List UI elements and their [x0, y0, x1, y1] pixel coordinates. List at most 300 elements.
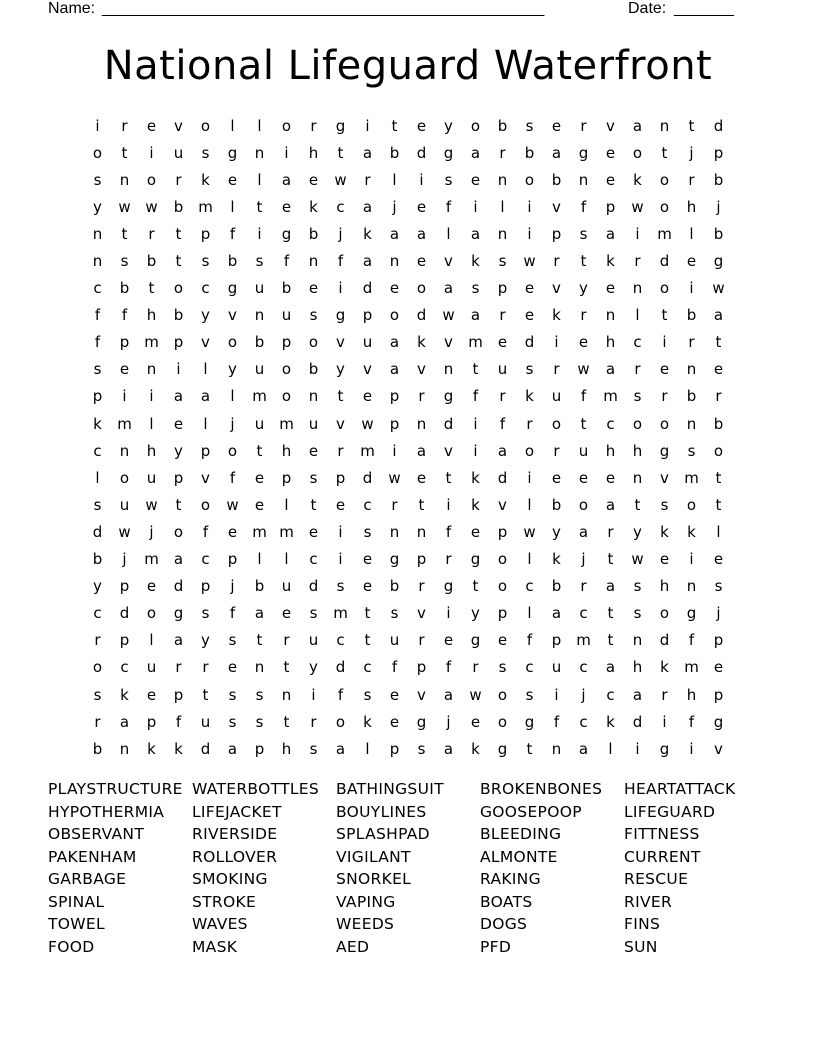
grid-letter[interactable]: i	[419, 170, 424, 189]
grid-letter[interactable]: p	[416, 658, 427, 677]
grid-letter[interactable]: r	[661, 387, 668, 406]
grid-letter[interactable]: f	[526, 631, 533, 650]
grid-letter[interactable]: o	[659, 604, 670, 623]
grid-letter[interactable]: v	[336, 333, 345, 352]
grid-letter[interactable]: s	[93, 170, 102, 189]
grid-letter[interactable]: u	[362, 333, 373, 352]
grid-letter[interactable]: l	[203, 414, 208, 433]
date-field-line[interactable]: _______	[674, 0, 734, 17]
grid-letter[interactable]: h	[281, 441, 292, 460]
grid-letter[interactable]: r	[526, 414, 533, 433]
grid-letter[interactable]: o	[497, 685, 508, 704]
grid-letter[interactable]: o	[281, 360, 292, 379]
grid-letter[interactable]: i	[527, 224, 532, 243]
grid-letter[interactable]: o	[389, 306, 400, 325]
grid-letter[interactable]: b	[173, 197, 184, 216]
grid-letter[interactable]: p	[227, 550, 238, 569]
grid-letter[interactable]: p	[92, 387, 103, 406]
grid-letter[interactable]: y	[336, 360, 345, 379]
grid-letter[interactable]: g	[578, 143, 589, 162]
grid-letter[interactable]: h	[605, 333, 616, 352]
grid-letter[interactable]: p	[362, 306, 373, 325]
grid-letter[interactable]: b	[173, 306, 184, 325]
grid-letter[interactable]: e	[119, 360, 130, 379]
grid-letter[interactable]: a	[254, 604, 265, 623]
grid-letter[interactable]: n	[389, 252, 400, 271]
grid-letter[interactable]: l	[257, 116, 262, 135]
grid-letter[interactable]: h	[281, 739, 292, 758]
grid-letter[interactable]: y	[93, 197, 102, 216]
grid-letter[interactable]: o	[497, 712, 508, 731]
grid-letter[interactable]: n	[254, 143, 265, 162]
grid-letter[interactable]: m	[684, 468, 699, 487]
grid-letter[interactable]: c	[363, 658, 372, 677]
grid-letter[interactable]: l	[257, 170, 262, 189]
grid-letter[interactable]: r	[310, 116, 317, 135]
grid-letter[interactable]: h	[632, 441, 643, 460]
grid-letter[interactable]: t	[202, 685, 209, 704]
grid-letter[interactable]: e	[605, 170, 616, 189]
grid-letter[interactable]: i	[257, 224, 262, 243]
grid-letter[interactable]: h	[146, 441, 157, 460]
grid-letter[interactable]: d	[416, 306, 427, 325]
grid-letter[interactable]: t	[607, 550, 614, 569]
grid-letter[interactable]: o	[227, 441, 238, 460]
grid-letter[interactable]: f	[202, 522, 209, 541]
grid-letter[interactable]: l	[257, 550, 262, 569]
grid-letter[interactable]: k	[93, 414, 102, 433]
grid-letter[interactable]: v	[174, 116, 183, 135]
grid-letter[interactable]: i	[284, 143, 289, 162]
grid-letter[interactable]: o	[524, 170, 535, 189]
grid-letter[interactable]: g	[335, 116, 346, 135]
grid-letter[interactable]: e	[497, 631, 508, 650]
grid-letter[interactable]: j	[581, 685, 586, 704]
grid-letter[interactable]: k	[309, 197, 318, 216]
grid-letter[interactable]: w	[145, 197, 158, 216]
grid-letter[interactable]: e	[362, 550, 373, 569]
grid-letter[interactable]: u	[200, 712, 211, 731]
grid-letter[interactable]: p	[713, 685, 724, 704]
grid-letter[interactable]: y	[579, 279, 588, 298]
grid-letter[interactable]: p	[497, 522, 508, 541]
grid-letter[interactable]: f	[688, 631, 695, 650]
grid-letter[interactable]: t	[715, 333, 722, 352]
grid-letter[interactable]: n	[632, 468, 643, 487]
grid-letter[interactable]: g	[227, 279, 238, 298]
grid-letter[interactable]: l	[635, 306, 640, 325]
grid-letter[interactable]: f	[580, 387, 587, 406]
grid-letter[interactable]: n	[632, 279, 643, 298]
grid-letter[interactable]: c	[606, 685, 615, 704]
grid-letter[interactable]: f	[499, 414, 506, 433]
grid-letter[interactable]: e	[713, 360, 724, 379]
grid-letter[interactable]: s	[201, 252, 210, 271]
grid-letter[interactable]: m	[468, 333, 483, 352]
grid-letter[interactable]: a	[632, 116, 643, 135]
grid-letter[interactable]: e	[173, 414, 184, 433]
grid-letter[interactable]: u	[146, 468, 157, 487]
grid-letter[interactable]: a	[416, 224, 427, 243]
grid-letter[interactable]: g	[443, 143, 454, 162]
grid-letter[interactable]: r	[634, 360, 641, 379]
grid-letter[interactable]: k	[552, 306, 561, 325]
grid-letter[interactable]: e	[578, 333, 589, 352]
grid-letter[interactable]: r	[661, 685, 668, 704]
grid-letter[interactable]: t	[364, 631, 371, 650]
grid-letter[interactable]: k	[471, 252, 480, 271]
grid-letter[interactable]: r	[364, 170, 371, 189]
grid-letter[interactable]: e	[416, 116, 427, 135]
grid-letter[interactable]: p	[200, 441, 211, 460]
grid-letter[interactable]: s	[444, 170, 453, 189]
grid-letter[interactable]: a	[605, 224, 616, 243]
grid-letter[interactable]: p	[551, 224, 562, 243]
grid-letter[interactable]: k	[363, 224, 372, 243]
grid-letter[interactable]: c	[525, 658, 534, 677]
grid-letter[interactable]: a	[713, 306, 724, 325]
grid-letter[interactable]: r	[310, 712, 317, 731]
grid-letter[interactable]: c	[363, 495, 372, 514]
grid-letter[interactable]: o	[659, 414, 670, 433]
grid-letter[interactable]: a	[389, 333, 400, 352]
grid-letter[interactable]: t	[661, 143, 668, 162]
grid-letter[interactable]: e	[335, 495, 346, 514]
grid-letter[interactable]: e	[362, 577, 373, 596]
grid-letter[interactable]: k	[417, 333, 426, 352]
grid-letter[interactable]: k	[606, 252, 615, 271]
grid-letter[interactable]: s	[390, 604, 399, 623]
grid-letter[interactable]: v	[444, 441, 453, 460]
grid-letter[interactable]: l	[230, 116, 235, 135]
grid-letter[interactable]: c	[309, 550, 318, 569]
grid-letter[interactable]: k	[471, 495, 480, 514]
grid-letter[interactable]: t	[472, 360, 479, 379]
grid-letter[interactable]: d	[173, 577, 184, 596]
grid-letter[interactable]: u	[173, 143, 184, 162]
grid-letter[interactable]: i	[149, 143, 154, 162]
grid-letter[interactable]: s	[201, 604, 210, 623]
grid-letter[interactable]: a	[497, 441, 508, 460]
grid-letter[interactable]: m	[252, 387, 267, 406]
grid-letter[interactable]: c	[606, 414, 615, 433]
grid-letter[interactable]: a	[389, 360, 400, 379]
grid-letter[interactable]: s	[633, 577, 642, 596]
grid-letter[interactable]: p	[173, 685, 184, 704]
grid-letter[interactable]: n	[416, 522, 427, 541]
grid-letter[interactable]: p	[713, 631, 724, 650]
grid-letter[interactable]: n	[605, 306, 616, 325]
grid-letter[interactable]: t	[445, 468, 452, 487]
grid-letter[interactable]: b	[146, 252, 157, 271]
grid-letter[interactable]: k	[147, 739, 156, 758]
grid-letter[interactable]: t	[337, 143, 344, 162]
grid-letter[interactable]: o	[200, 495, 211, 514]
grid-letter[interactable]: o	[200, 116, 211, 135]
grid-letter[interactable]: f	[121, 306, 128, 325]
grid-letter[interactable]: t	[175, 224, 182, 243]
grid-letter[interactable]: u	[308, 631, 319, 650]
grid-letter[interactable]: n	[146, 360, 157, 379]
grid-letter[interactable]: t	[715, 468, 722, 487]
grid-letter[interactable]: o	[524, 441, 535, 460]
grid-letter[interactable]: d	[632, 712, 643, 731]
grid-letter[interactable]: r	[499, 306, 506, 325]
grid-letter[interactable]: b	[227, 252, 238, 271]
grid-letter[interactable]: m	[684, 658, 699, 677]
grid-letter[interactable]: r	[418, 387, 425, 406]
grid-letter[interactable]: s	[228, 685, 237, 704]
grid-letter[interactable]: s	[309, 604, 318, 623]
grid-letter[interactable]: t	[337, 387, 344, 406]
grid-letter[interactable]: n	[632, 631, 643, 650]
grid-letter[interactable]: r	[499, 387, 506, 406]
grid-letter[interactable]: t	[391, 116, 398, 135]
grid-letter[interactable]: s	[498, 658, 507, 677]
grid-letter[interactable]: b	[686, 306, 697, 325]
grid-letter[interactable]: p	[335, 468, 346, 487]
grid-letter[interactable]: j	[716, 197, 721, 216]
grid-letter[interactable]: r	[94, 631, 101, 650]
grid-letter[interactable]: b	[713, 224, 724, 243]
grid-letter[interactable]: u	[551, 658, 562, 677]
grid-letter[interactable]: m	[657, 224, 672, 243]
grid-letter[interactable]: j	[122, 550, 127, 569]
grid-letter[interactable]: e	[524, 306, 535, 325]
grid-letter[interactable]: j	[446, 712, 451, 731]
grid-letter[interactable]: t	[526, 739, 533, 758]
grid-letter[interactable]: r	[472, 658, 479, 677]
grid-letter[interactable]: d	[659, 252, 670, 271]
grid-letter[interactable]: e	[146, 577, 157, 596]
grid-letter[interactable]: u	[146, 658, 157, 677]
grid-letter[interactable]: s	[687, 441, 696, 460]
grid-letter[interactable]: f	[553, 712, 560, 731]
grid-letter[interactable]: i	[689, 739, 694, 758]
grid-letter[interactable]: t	[310, 495, 317, 514]
grid-letter[interactable]: f	[337, 252, 344, 271]
grid-letter[interactable]: a	[605, 658, 616, 677]
grid-letter[interactable]: n	[119, 441, 130, 460]
grid-letter[interactable]: t	[688, 116, 695, 135]
grid-letter[interactable]: n	[686, 577, 697, 596]
grid-letter[interactable]: b	[308, 224, 319, 243]
grid-letter[interactable]: a	[416, 441, 427, 460]
grid-letter[interactable]: g	[713, 712, 724, 731]
grid-letter[interactable]: n	[551, 739, 562, 758]
grid-letter[interactable]: g	[227, 143, 238, 162]
grid-letter[interactable]: m	[279, 522, 294, 541]
grid-letter[interactable]: f	[445, 197, 452, 216]
grid-letter[interactable]: v	[552, 197, 561, 216]
grid-letter[interactable]: s	[363, 522, 372, 541]
grid-letter[interactable]: n	[686, 360, 697, 379]
grid-letter[interactable]: i	[446, 495, 451, 514]
grid-letter[interactable]: o	[416, 279, 427, 298]
grid-letter[interactable]: e	[551, 468, 562, 487]
grid-letter[interactable]: v	[417, 604, 426, 623]
grid-letter[interactable]: u	[254, 414, 265, 433]
grid-letter[interactable]: k	[633, 170, 642, 189]
grid-letter[interactable]: l	[230, 387, 235, 406]
grid-letter[interactable]: p	[146, 712, 157, 731]
grid-letter[interactable]: b	[551, 577, 562, 596]
grid-letter[interactable]: a	[443, 685, 454, 704]
grid-letter[interactable]: m	[144, 333, 159, 352]
grid-letter[interactable]: s	[714, 577, 723, 596]
grid-letter[interactable]: h	[686, 197, 697, 216]
grid-letter[interactable]: t	[256, 631, 263, 650]
grid-letter[interactable]: f	[283, 252, 290, 271]
grid-letter[interactable]: f	[229, 604, 236, 623]
grid-letter[interactable]: d	[308, 577, 319, 596]
grid-letter[interactable]: e	[659, 550, 670, 569]
grid-letter[interactable]: r	[391, 495, 398, 514]
grid-letter[interactable]: v	[417, 360, 426, 379]
grid-letter[interactable]: s	[525, 360, 534, 379]
grid-letter[interactable]: e	[308, 170, 319, 189]
grid-letter[interactable]: e	[416, 197, 427, 216]
grid-letter[interactable]: c	[120, 658, 129, 677]
grid-letter[interactable]: i	[662, 712, 667, 731]
grid-letter[interactable]: d	[416, 143, 427, 162]
grid-letter[interactable]: m	[252, 522, 267, 541]
grid-letter[interactable]: r	[202, 658, 209, 677]
grid-letter[interactable]: l	[149, 631, 154, 650]
grid-letter[interactable]: e	[254, 495, 265, 514]
grid-letter[interactable]: e	[470, 712, 481, 731]
grid-letter[interactable]: p	[389, 387, 400, 406]
grid-letter[interactable]: j	[149, 522, 154, 541]
grid-letter[interactable]: h	[146, 306, 157, 325]
grid-letter[interactable]: j	[230, 577, 235, 596]
grid-letter[interactable]: a	[281, 170, 292, 189]
grid-letter[interactable]: i	[635, 224, 640, 243]
grid-letter[interactable]: b	[686, 387, 697, 406]
grid-letter[interactable]: n	[659, 116, 670, 135]
grid-letter[interactable]: t	[175, 495, 182, 514]
grid-letter[interactable]: e	[497, 333, 508, 352]
grid-letter[interactable]: u	[254, 279, 265, 298]
grid-letter[interactable]: k	[660, 522, 669, 541]
grid-letter[interactable]: s	[228, 712, 237, 731]
grid-letter[interactable]: i	[689, 279, 694, 298]
grid-letter[interactable]: b	[551, 495, 562, 514]
grid-letter[interactable]: r	[283, 631, 290, 650]
grid-letter[interactable]: l	[284, 550, 289, 569]
grid-letter[interactable]: b	[92, 550, 103, 569]
grid-letter[interactable]: n	[254, 658, 265, 677]
grid-letter[interactable]: s	[633, 387, 642, 406]
grid-letter[interactable]: p	[119, 577, 130, 596]
grid-letter[interactable]: c	[336, 631, 345, 650]
grid-letter[interactable]: k	[201, 170, 210, 189]
grid-letter[interactable]: e	[389, 279, 400, 298]
grid-letter[interactable]: m	[198, 197, 213, 216]
grid-letter[interactable]: p	[497, 279, 508, 298]
grid-letter[interactable]: p	[389, 739, 400, 758]
grid-letter[interactable]: e	[524, 279, 535, 298]
grid-letter[interactable]: e	[308, 279, 319, 298]
grid-letter[interactable]: f	[229, 468, 236, 487]
grid-letter[interactable]: f	[445, 522, 452, 541]
grid-letter[interactable]: c	[93, 279, 102, 298]
grid-letter[interactable]: n	[443, 360, 454, 379]
grid-letter[interactable]: g	[470, 631, 481, 650]
grid-letter[interactable]: p	[416, 550, 427, 569]
grid-letter[interactable]: e	[281, 197, 292, 216]
grid-letter[interactable]: w	[118, 197, 131, 216]
grid-letter[interactable]: o	[173, 522, 184, 541]
grid-letter[interactable]: e	[416, 252, 427, 271]
grid-letter[interactable]: s	[309, 739, 318, 758]
grid-letter[interactable]: r	[580, 577, 587, 596]
grid-letter[interactable]: n	[389, 522, 400, 541]
grid-letter[interactable]: t	[121, 224, 128, 243]
grid-letter[interactable]: n	[578, 170, 589, 189]
grid-letter[interactable]: l	[527, 495, 532, 514]
grid-letter[interactable]: s	[309, 306, 318, 325]
grid-letter[interactable]: i	[149, 387, 154, 406]
grid-letter[interactable]: w	[631, 550, 644, 569]
grid-letter[interactable]: s	[633, 604, 642, 623]
grid-letter[interactable]: n	[308, 387, 319, 406]
grid-letter[interactable]: s	[93, 685, 102, 704]
grid-letter[interactable]: k	[606, 712, 615, 731]
grid-letter[interactable]: l	[527, 550, 532, 569]
grid-letter[interactable]: o	[659, 197, 670, 216]
grid-letter[interactable]: e	[605, 143, 616, 162]
grid-letter[interactable]: w	[145, 495, 158, 514]
grid-letter[interactable]: s	[471, 279, 480, 298]
grid-letter[interactable]: a	[470, 306, 481, 325]
grid-letter[interactable]: k	[120, 685, 129, 704]
grid-letter[interactable]: g	[659, 441, 670, 460]
grid-letter[interactable]: a	[551, 143, 562, 162]
grid-letter[interactable]: p	[200, 224, 211, 243]
grid-letter[interactable]: l	[149, 414, 154, 433]
grid-letter[interactable]: s	[228, 631, 237, 650]
grid-letter[interactable]: s	[363, 685, 372, 704]
grid-letter[interactable]: u	[281, 577, 292, 596]
grid-letter[interactable]: p	[389, 414, 400, 433]
grid-letter[interactable]: u	[578, 441, 589, 460]
grid-letter[interactable]: b	[254, 577, 265, 596]
grid-letter[interactable]: t	[283, 658, 290, 677]
grid-letter[interactable]: k	[363, 712, 372, 731]
grid-letter[interactable]: k	[471, 468, 480, 487]
grid-letter[interactable]: g	[335, 306, 346, 325]
grid-letter[interactable]: v	[660, 468, 669, 487]
grid-letter[interactable]: t	[472, 577, 479, 596]
grid-letter[interactable]: r	[418, 577, 425, 596]
grid-letter[interactable]: e	[416, 468, 427, 487]
grid-letter[interactable]: r	[607, 522, 614, 541]
grid-letter[interactable]: t	[661, 306, 668, 325]
grid-letter[interactable]: d	[443, 414, 454, 433]
grid-letter[interactable]: i	[689, 550, 694, 569]
grid-letter[interactable]: w	[226, 495, 239, 514]
grid-letter[interactable]: w	[523, 252, 536, 271]
grid-letter[interactable]: u	[254, 360, 265, 379]
grid-letter[interactable]: o	[659, 279, 670, 298]
grid-letter[interactable]: a	[173, 631, 184, 650]
grid-letter[interactable]: p	[119, 333, 130, 352]
grid-letter[interactable]: h	[686, 685, 697, 704]
grid-letter[interactable]: r	[580, 116, 587, 135]
grid-letter[interactable]: i	[176, 360, 181, 379]
grid-letter[interactable]: n	[308, 252, 319, 271]
